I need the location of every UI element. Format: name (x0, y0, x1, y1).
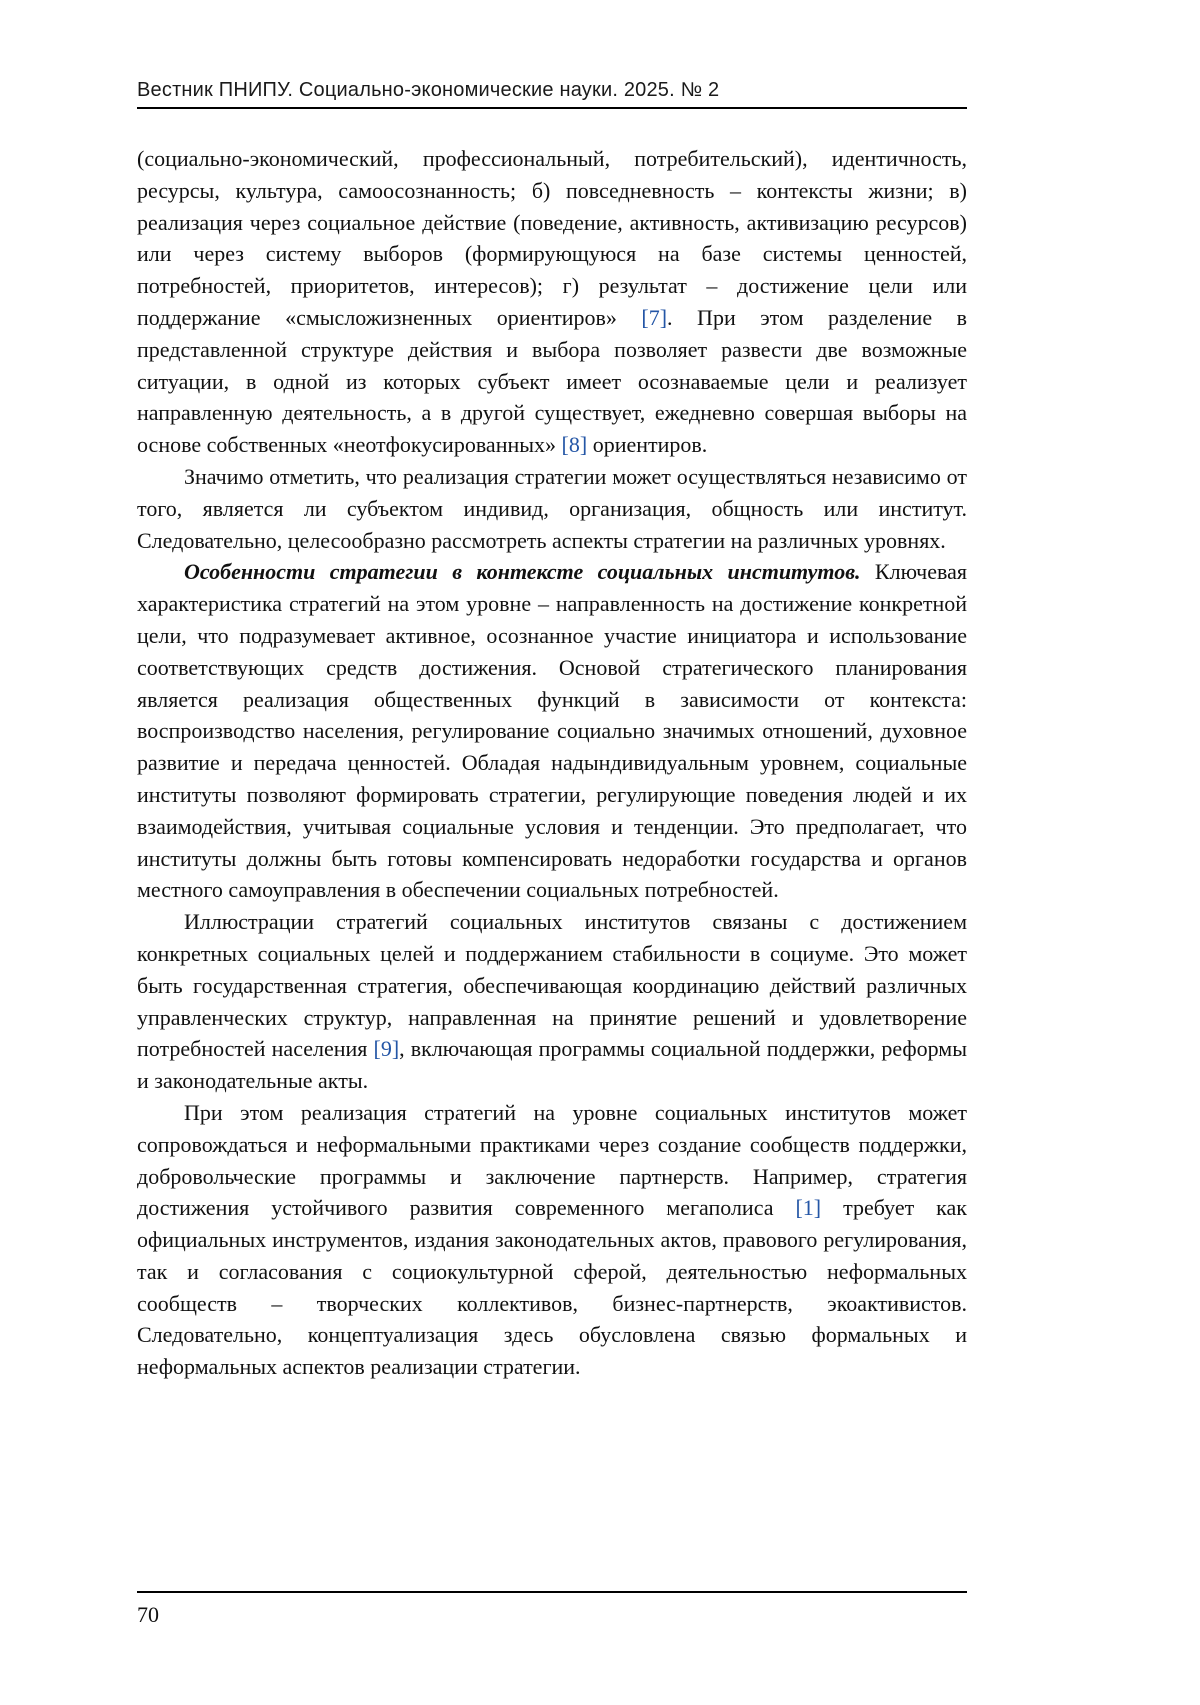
footer-rule (137, 1591, 967, 1593)
text-run: . При этом разделение в представленной структуре действия и выбора позволяет развести две возможные ситуации, в одной из которых субъект имеет осознаваемые цели и реализует направленную деятельность, а в другой существует, ежедневно совершая выборы на основе собственных «неотфокусированных» (137, 304, 967, 458)
text-run: требует как официальных инструментов, издания законодательных актов, правового регулирования, так и согласования с социокультурной сферой, деятельностью неформальных сообществ – творческих коллективов, бизнес-партнерств, экоактивистов. Следовательно, концептуализация здесь обусловлена связью формальных и неформальных аспектов реализации стратегии. (137, 1195, 967, 1380)
citation-link[interactable]: [9] (373, 1036, 400, 1062)
citation-link[interactable]: [7] (641, 304, 668, 330)
subheading-run: Особенности стратегии в контексте социальных институтов. (184, 559, 861, 585)
paragraph (137, 461, 967, 556)
text-run: Ключевая характеристика стратегий на этом уровне – направленность на достижение конкретной цели, что подразумевает активное, осознанное участие инициатора и использование соответствующих средств достижения. Основой стратегического планирования является реализация общественных функций в зависимости от контекста: воспроизводство населения, регулирование социально значимых отношений, духовное развитие и передача ценностей. Обладая надындивидуальным уровнем, социальные институты позволяют формировать стратегии, регулирующие поведения людей и их взаимодействия, учитывая социальные условия и тенденции. Это предполагает, что институты должны быть готовы компенсировать недоработки государства и органов местного самоуправления в обеспечении социальных потребностей. (137, 559, 967, 903)
citation-link[interactable]: [8] (561, 432, 588, 458)
paragraph (137, 906, 967, 1097)
text-run: , включающая программы социальной поддержки, реформы и законодательные акты. (137, 1036, 967, 1094)
citation-link[interactable]: [1] (795, 1195, 822, 1221)
text-run: Иллюстрации стратегий социальных институтов связаны с достижением конкретных социальных целей и поддержанием стабильности в социуме. Это может быть государственная стратегия, обеспечивающая координацию действий различных управленческих структур, направленная на принятие решений и удовлетворение потребностей населения (137, 909, 967, 1062)
text-run: Значимо отметить, что реализация стратегии может осуществляться независимо от того, является ли субъектом индивид, организация, общность или институт. Следовательно, целесообразно рассмотреть аспекты стратегии на различных уровнях. (137, 463, 967, 553)
header-rule (137, 107, 967, 109)
running-head: Вестник ПНИПУ. Социально-экономические науки. 2025. № 2 (137, 79, 720, 101)
paragraph (137, 1097, 967, 1383)
text-run: ориентиров. (587, 432, 708, 458)
paragraph (137, 556, 967, 906)
text-run: При этом реализация стратегий на уровне социальных институтов может сопровождаться и неформальными практиками через создание сообществ поддержки, добровольческие программы и заключение партнерств. Например, стратегия достижения устойчивого развития современного мегаполиса (137, 1099, 967, 1221)
article-body (137, 143, 967, 1383)
paragraph (137, 143, 967, 461)
page-number: 70 (137, 1602, 159, 1627)
text-run: (социально-экономический, профессиональный, потребительский), идентичность, ресурсы, культура, самоосознанность; б) повседневность – контексты жизни; в) реализация через социальное действие (поведение, активность, активизацию ресурсов) или через систему выборов (формирующуюся на базе системы ценностей, потребностей, приоритетов, интересов); г) результат – достижение цели или поддержание «смысложизненных ориентиров» (137, 146, 967, 330)
